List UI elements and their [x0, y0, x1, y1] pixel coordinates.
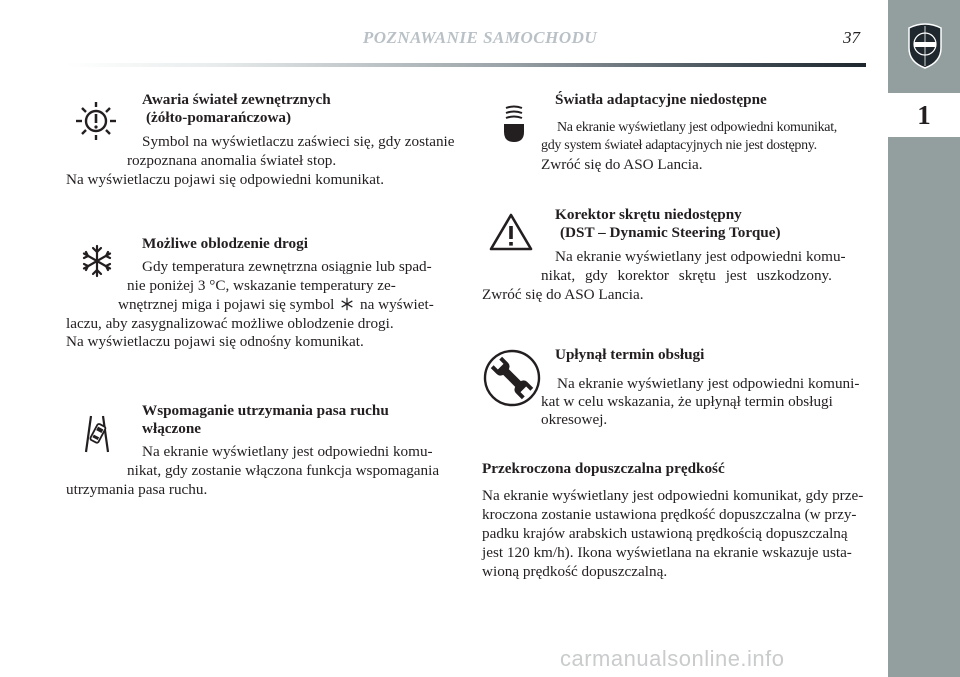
section-title: Wspomaganie utrzymania pasa ruchu — [142, 402, 389, 419]
running-header: POZNAWANIE SAMOCHODU — [362, 28, 598, 47]
warning-triangle-icon — [488, 212, 534, 252]
body-line: nie poniżej 3 °C, wskazanie temperatury ze- — [127, 277, 396, 294]
body-line: gdy system świateł adaptacyjnych nie jest dostępny. — [541, 138, 817, 153]
lancia-logo-icon — [905, 20, 945, 70]
body-line-start: wnętrznej miga i pojawi się symbol — [118, 296, 335, 313]
body-line: Zwróć się do ASO Lancia. — [482, 286, 644, 303]
body-line: Na ekranie wyświetlany jest odpowiedni komunikat, gdy prze- — [482, 487, 864, 504]
body-line: rozpoznana anomalia świateł stop. — [127, 152, 337, 169]
section-title: Możliwe oblodzenie drogi — [142, 235, 308, 252]
section-title: Światła adaptacyjne niedostępne — [555, 91, 767, 108]
section-title: Korektor skrętu niedostępny — [555, 206, 742, 223]
section-subtitle: (żółto-pomarańczowa) — [146, 109, 292, 126]
watermark: carmanualsonline.info — [560, 646, 785, 671]
header-rule — [66, 63, 866, 67]
chapter-number: 1 — [917, 100, 931, 130]
lane-assist-icon — [82, 412, 112, 454]
section-subtitle: włączone — [142, 420, 202, 437]
body-line: wioną prędkość dopuszczalną. — [482, 563, 668, 580]
body-line: utrzymania pasa ruchu. — [66, 481, 208, 498]
section-title: Upłynął termin obsługi — [555, 346, 705, 363]
exterior-light-failure-icon — [72, 100, 120, 142]
body-line: Na ekranie wyświetlany jest odpowiedni komunikat, — [557, 120, 838, 135]
body-line: Symbol na wyświetlaczu zaświeci się, gdy zostanie — [142, 133, 455, 150]
wrench-service-icon — [482, 348, 542, 408]
body-line-end: na wyświet- — [359, 296, 434, 313]
body-line: Na ekranie wyświetlany jest odpowiedni komu- — [555, 248, 846, 265]
adaptive-lights-icon — [500, 104, 528, 144]
body-line: nikat, gdy korektor skrętu jest uszkodzony. — [541, 267, 832, 284]
body-line: nikat, gdy zostanie włączona funkcja wspomagania — [127, 462, 440, 479]
body-line: okresowej. — [541, 411, 608, 428]
body-line: laczu, aby zasygnalizować możliwe oblodzenie drogi. — [66, 315, 394, 332]
body-line: Na ekranie wyświetlany jest odpowiedni komuni- — [557, 375, 860, 392]
body-line: padku krajów arabskich ustawioną prędkością dopuszczalną — [482, 525, 848, 542]
body-line: Na ekranie wyświetlany jest odpowiedni komu- — [142, 443, 433, 460]
section-title: Awaria świateł zewnętrznych — [142, 91, 331, 108]
body-line: Zwróć się do ASO Lancia. — [541, 156, 703, 173]
body-line — [118, 296, 434, 315]
body-line: Na wyświetlaczu pojawi się odpowiedni komunikat. — [66, 171, 385, 188]
inline-snowflake-icon — [340, 297, 354, 311]
body-line: kat w celu wskazania, że upłynął termin obsługi — [541, 393, 833, 410]
page-number: 37 — [843, 28, 860, 47]
section-title: Przekroczona dopuszczalna prędkość — [482, 460, 725, 477]
snowflake-icon — [80, 244, 114, 278]
body-line: jest 120 km/h). Ikona wyświetlana na ekranie wskazuje usta- — [482, 544, 852, 561]
body-line: Gdy temperatura zewnętrzna osiągnie lub spad- — [142, 258, 432, 275]
section-subtitle: (DST – Dynamic Steering Torque) — [560, 224, 781, 241]
body-line: Na wyświetlaczu pojawi się odnośny komunikat. — [66, 333, 364, 350]
body-line: kroczona zostanie ustawiona prędkość dopuszczalna (w przy- — [482, 506, 857, 523]
